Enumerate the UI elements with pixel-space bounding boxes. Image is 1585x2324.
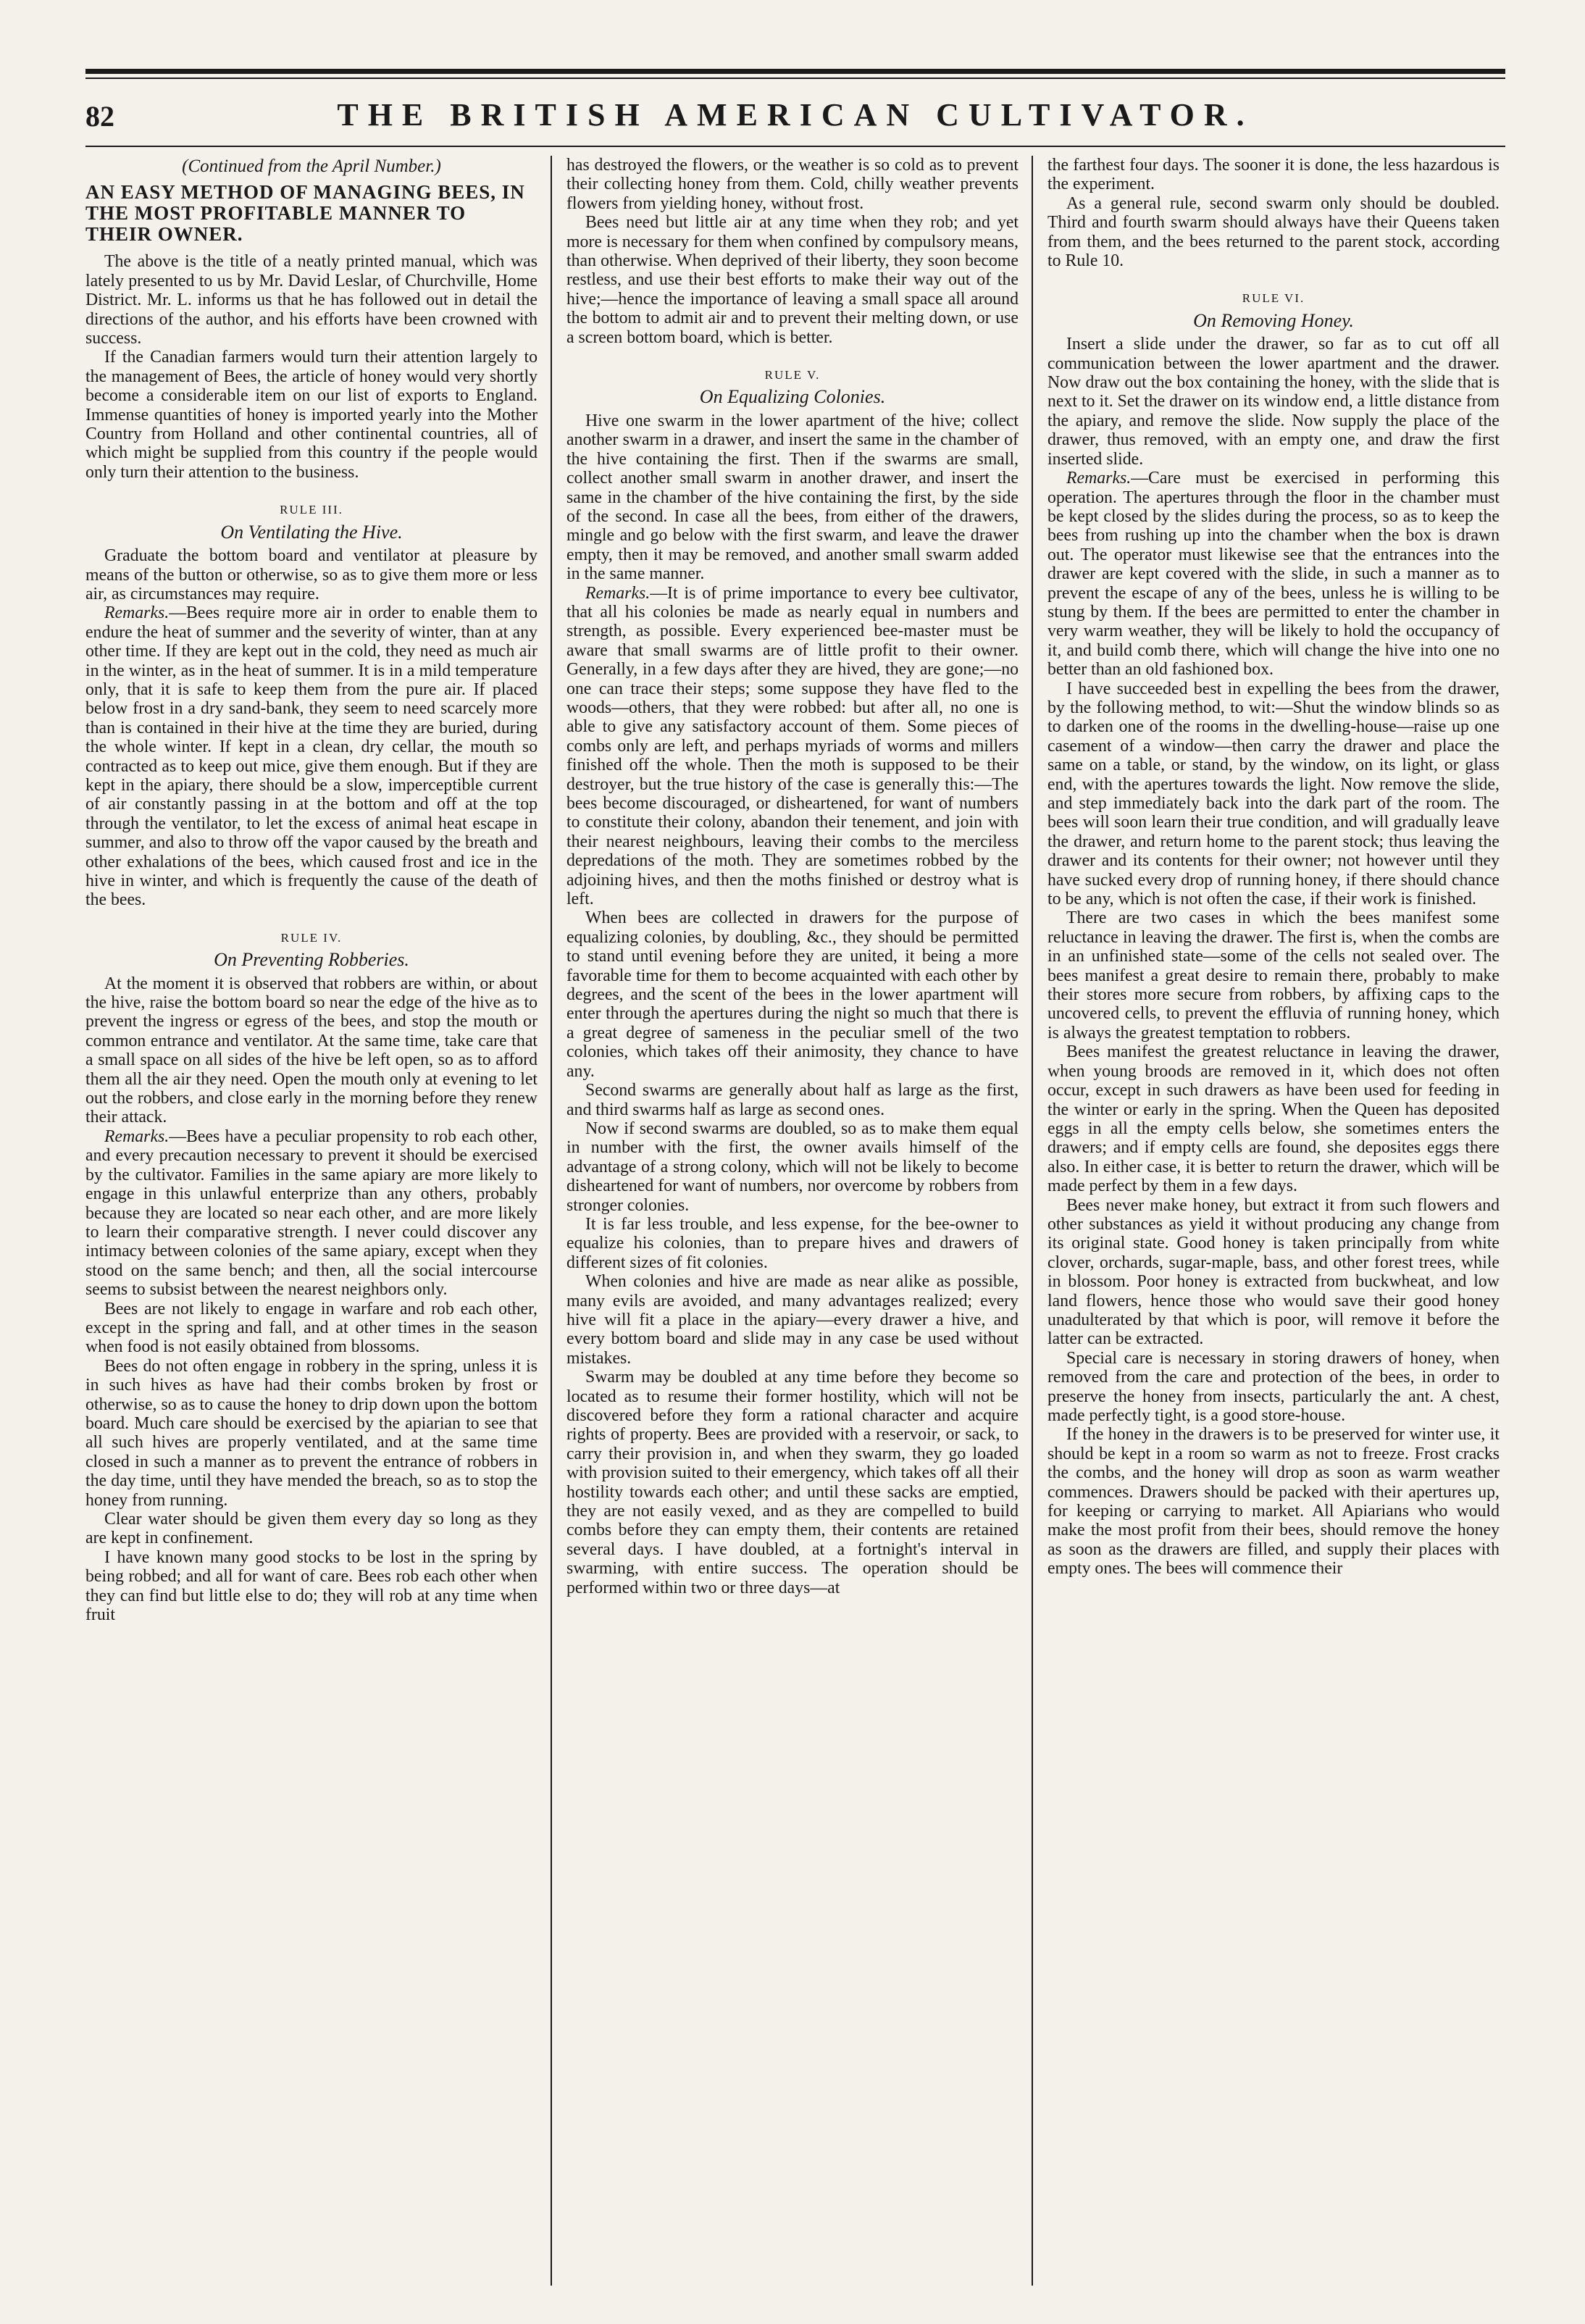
column-2 [566, 156, 1019, 2286]
paragraph: Bees never make honey, but extract it from such flowers and other substances as yield it without producing any change from its original state. Good honey is taken principally from white clover, orchards, sugar-maple, bass, and other forest trees, while in blossom. Poor honey is extracted from buckwheat, and low land flowers, hence those who would save their good honey unadulterated by that which is poor, will remove it before the latter can be extracted. [1047, 1195, 1500, 1349]
remarks-paragraph [85, 603, 538, 910]
rule-label: RULE III. [280, 503, 343, 517]
remarks-text: —Care must be exercised in performing this operation. The apertures through the floor in the chamber must be kept closed by the slides during the process, so as to keep the bees from rushing up into the chamber when the box is drawn out. The operator must likewise see that the entrances into the drawer are kept covered with the slide, in such a manner as to prevent the escape of any of the bees, unless he is willing to be stung by them. If the bees are permitted to enter the chamber in very warm weather, they will be likely to hold the occupancy of it, and build comb there, which will change the hive into one no better than an old fashioned box. [1047, 469, 1500, 680]
paragraph: Bees do not often engage in robbery in the spring, unless it is in such hives as have had their combs broken by frost or otherwise, so as to cause the honey to drip down upon the bottom board. Much care should be exercised by the apiarian to see that all such hives are properly ventilated, and at the same time closed in such a manner as to prevent the entrance of robbers in the day time, until they have mended the breach, so as to stop the honey from running. [85, 1356, 538, 1510]
remarks-text: —Bees require more air in order to enable them to endure the heat of summer and the severity of winter, than at any other time. If they are kept out in the cold, they need as much air in the winter, as in the heat of summer. It is in a mild temperature only, that it is safe to keep them from the pure air. If placed below frost in a dry sand-bank, they seem to need scarcely more than is contained in their hive at the time they are buried, during the whole winter. If kept in a clean, dry cellar, the mouth so contracted as to keep out mice, give them enough. But if they are kept in the apiary, there should be a slow, imperceptible current of air constantly passing in at the bottom and off at the top through the ventilator, to let the excess of animal heat escape in summer, and also to throw off the vapor caused by the breath and other exhalations of the bees, which caused frost and ice in the hive in winter, and which is frequently the cause of the death of the bees. [85, 603, 538, 910]
paragraph: Now if second swarms are doubled, so as to make them equal in number with the first, the owner avails himself of the advantage of a strong colony, which will not be likely to become disheartened for want of numbers, nor overcome by robbers from stronger colonies. [566, 1119, 1019, 1215]
article-title: AN EASY METHOD OF MANAGING BEES, IN THE MOST PROFITABLE MANNER TO THEIR OWNER. [85, 181, 525, 246]
paragraph: At the moment it is observed that robbers are within, or about the hive, raise the bottom board so near the edge of the hive as to prevent the ingress or egress of the bees, and stop the mouth or common entrance and ventilator. At the same time, take care that a small space on all sides of the hive be left open, so as to afford them all the air they need. Open the mouth only at evening to let out the robbers, and close early in the morning before they renew their attack. [85, 974, 538, 1127]
paragraph: Second swarms are generally about half as large as the first, and third swarms half as large as second ones. [566, 1081, 1019, 1119]
remarks-label: Remarks. [1066, 469, 1132, 488]
paragraph: When bees are collected in drawers for the purpose of equalizing colonies, by doubling, &c., they should be permitted to stand until evening before they are united, it being a more favorable time for them to become acquainted with each other by degrees, and the scent of the bees in the lower apartment will enter through the apertures during the night so much that there is a great degree of sameness in the peculiar smell of the two colonies, which takes off their animosity, they chance to have any. [566, 908, 1019, 1081]
paper-title: THE BRITISH AMERICAN CULTIVATOR. [337, 97, 1254, 133]
header-rule [85, 146, 1505, 147]
paragraph: If the Canadian farmers would turn their attention largely to the management of Bees, the article of honey would very shortly become a considerable item on our list of exports to England. Immense quantities of honey is imported yearly into the Mother Country from Holland and other continental countries, all of which might be supplied from this country if the people would only turn their attention to the business. [85, 348, 538, 482]
paragraph: If the honey in the drawers is to be preserved for winter use, it should be kept in a room so warm as not to freeze. Frost cracks the combs, and the honey will drop as soon as warm weather commences. Drawers should be packed with their apertures up, for keeping or carrying to market. All Apiarians who would make the most profit from their bees, should remove the honey as soon as the drawers are filled, and supply their places with empty ones. The bees will commence their [1047, 1425, 1500, 1579]
columns [85, 156, 1505, 2286]
paragraph: I have known many good stocks to be lost in the spring by being robbed; and all for want of care. Bees rob each other when they can find but little else to do; they will rob at any time when fruit [85, 1547, 538, 1625]
remarks-paragraph [1047, 469, 1500, 679]
masthead [85, 96, 1505, 140]
top-rule-thin [85, 78, 1505, 79]
newspaper-page [85, 69, 1505, 2286]
rule-subtitle: On Equalizing Colonies. [699, 386, 886, 408]
remarks-paragraph [85, 1127, 538, 1300]
top-rule-thick [85, 69, 1505, 74]
page-number: 82 [85, 100, 114, 133]
rule-label: RULE VI. [1242, 291, 1305, 306]
rule-label: RULE IV. [280, 930, 343, 945]
paragraph: When colonies and hive are made as near alike as possible, many evils are avoided, and many advantages realized; every hive will fit a place in the apiary—every drawer a hive, and every bottom board and slide may in any case be used without mistakes. [566, 1272, 1019, 1368]
remarks-paragraph [566, 584, 1019, 909]
rule-subtitle: On Removing Honey. [1193, 309, 1354, 331]
paragraph: The above is the title of a neatly printed manual, which was lately presented to us by Mr. David Leslar, of Churchville, Home District. Mr. L. informs us that he has followed out in detail the directions of the author, and his efforts have been crowned with success. [85, 252, 538, 348]
paragraph: Bees need but little air at any time when they rob; and yet more is necessary for them when confined by compulsory means, than otherwise. When deprived of their liberty, they soon become restless, and use their best efforts to make their way out of the hive;—hence the importance of leaving a small space all around the bottom to admit air and to prevent their melting down, or use a screen bottom board, which is better. [566, 213, 1019, 347]
paragraph: Graduate the bottom board and ventilator at pleasure by means of the button or otherwise, so as to give them more or less air, as circumstances may require. [85, 546, 538, 603]
continued-note: (Continued from the April Number.) [182, 156, 441, 176]
remarks-text: —Bees have a peculiar propensity to rob each other, and every precaution necessary to prevent it should be exercised by the cultivator. Families in the same apiary are more likely to engage in this unlawful enterprize than any others, probably because they are located so near each other, and are more likely to learn their comparative strength. I never could discover any intimacy between colonies of the same apiary, except when they stood on the same bench; and then, all the social intercourse seems to subsist between the nearest neighbors only. [85, 1127, 538, 1300]
paragraph: Insert a slide under the drawer, so far as to cut off all communication between the lower apartment and the drawer. Now draw out the box containing the honey, with the slide that is next to it. Set the drawer on its window end, a little distance from the apiary, and remove the slide. Now supply the place of the drawer, thus removed, with an empty one, and draw the first inserted slide. [1047, 335, 1500, 469]
paragraph: Bees are not likely to engage in warfare and rob each other, except in the spring and fall, and at other times in the season when food is not easily obtained from blossoms. [85, 1299, 538, 1357]
remarks-label: Remarks. [104, 603, 170, 623]
remarks-text: —It is of prime importance to every bee cultivator, that all his colonies be made as nearly equal in numbers and strength, as possible. Every experienced bee-master must be aware that small swarms are of little profit to their owner. Generally, in a few days after they are hived, they are gone;—no one can trace their steps; some suppose they have fled to the woods—others, that they were robbed: but after all, no one is able to give any satisfactory account of them. Some pieces of combs only are left, and perhaps myriads of worms and millers finished off the whole. Then the moth is supposed to be their destroyer, but the true history of the case is generally this:—The bees become discouraged, or disheartened, for want of numbers to constitute their colony, abandon their tenement, and join with their nearest neighbours, leaving their combs to the merciless depredations of the moth. They are sometimes robbed by the adjoining hives, and then the moths finished or destroy what is left. [566, 583, 1019, 909]
paragraph: the farthest four days. The sooner it is done, the less hazardous is the experiment. [1047, 156, 1500, 194]
paragraph: Swarm may be doubled at any time before they become so located as to resume their former hostility, which will not be discovered before they form a rational character and acquire rights of property. Bees are provided with a reservoir, or sack, to carry their provision in, and when they swarm, they go loaded with provision suited to their emergency, which takes off all their hostility towards each other; and until these sacks are emptied, they are not easily vexed, and as they are compelled to build combs before they can empty them, their contents are retained several days. I have doubled, at a fortnight's interval in swarming, with entire success. The operation should be performed within two or three days—at [566, 1368, 1019, 1597]
paragraph: As a general rule, second swarm only should be doubled. Third and fourth swarm should always have their Queens taken from them, and the bees returned to the parent stock, according to Rule 10. [1047, 193, 1500, 271]
rule-subtitle: On Preventing Robberies. [214, 949, 409, 971]
paragraph: It is far less trouble, and less expense, for the bee-owner to equalize his colonies, than to prepare hives and drawers of different sizes of fit colonies. [566, 1214, 1019, 1272]
paragraph: has destroyed the flowers, or the weather is so cold as to prevent their collecting honey from them. Cold, chilly weather prevents flowers from yielding honey, without frost. [566, 156, 1019, 213]
remarks-label: Remarks. [585, 583, 651, 603]
column-separator [1032, 156, 1033, 2286]
remarks-label: Remarks. [104, 1127, 170, 1146]
column-separator [551, 156, 552, 2286]
paragraph: There are two cases in which the bees manifest some reluctance in leaving the drawer. The first is, when the combs are in an unfinished state—some of the cells not sealed over. The bees manifest a great desire to remain there, probably to make their stores more secure from robbers, by affixing caps to the uncovered cells, to prevent the effluvia of running honey, which is always the greatest temptation to robbers. [1047, 908, 1500, 1042]
column-1 [85, 156, 538, 2286]
rule-subtitle: On Ventilating the Hive. [220, 521, 403, 543]
paragraph: Bees manifest the greatest reluctance in leaving the drawer, when young broods are removed in it, which does not often occur, except in such drawers as have been used for feeding in the winter or early in the spring. When the Queen has deposited eggs in all the empty cells below, she sometimes enters the drawers; and if empty cells are found, she deposites eggs there also. In either case, it is better to return the drawer, which will be made perfect by them in a few days. [1047, 1042, 1500, 1196]
paragraph: Clear water should be given them every day so long as they are kept in confinement. [85, 1510, 538, 1548]
paragraph: Special care is necessary in storing drawers of honey, when removed from the care and protection of the bees, in order to preserve the honey from insects, particularly the ant. A chest, made perfectly tight, is a good store-house. [1047, 1348, 1500, 1425]
rule-label: RULE V. [764, 368, 821, 383]
paragraph: I have succeeded best in expelling the bees from the drawer, by the following method, to wit:—Shut the window blinds so as to darken one of the rooms in the dwelling-house—raise up one casement of a window—then carry the drawer and place the same on a table, or stand, by the window, on its light, or glass end, with the apertures towards the light. Now remove the slide, and step immediately back into the dark part of the room. The bees will soon learn their true condition, and will gradually leave the drawer, and return home to the parent stock; thus leaving the drawer and its contents for their owner; not however until they have sucked every drop of running honey, if there should chance to be any, which is not often the case, if their work is finished. [1047, 679, 1500, 909]
paragraph: Hive one swarm in the lower apartment of the hive; collect another swarm in a drawer, and insert the same in the chamber of the hive containing the first. Then if the swarms are small, collect another small swarm in another drawer, and insert the same in the chamber of the hive containing the first, by the side of the second. In case all the bees, from either of the drawers, mingle and go below with the first swarm, and leave the drawer empty, then it may be removed, and another small swarm added in the same manner. [566, 411, 1019, 584]
column-3 [1047, 156, 1500, 2286]
